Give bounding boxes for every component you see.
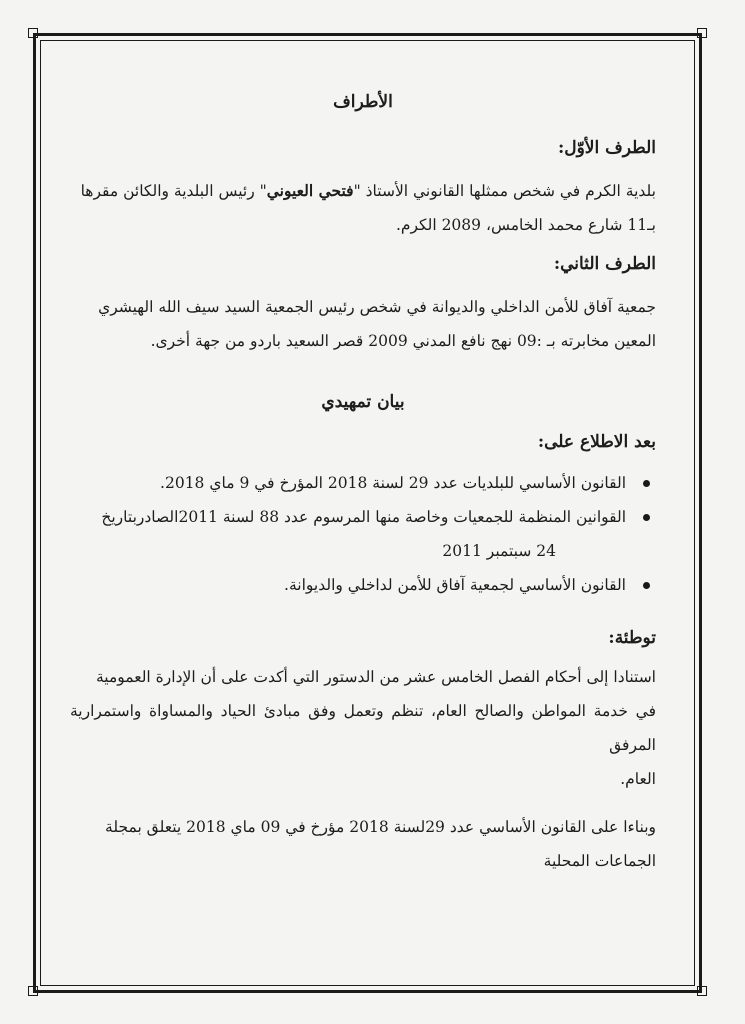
intro-para-2-line-1: وبناءا على القانون الأساسي عدد 29لسنة 2018 مؤرخ في 09 ماي 2018 يتعلق بمجلة [105, 818, 656, 836]
intro-para-1-line-1: استنادا إلى أحكام الفصل الخامس عشر من الدستور التي أكدت على أن الإدارة العمومية [95, 668, 656, 686]
intro-para-1-line-3: العام. [620, 770, 656, 788]
preamble-title: بيان تمهيدي [321, 392, 405, 412]
first-party-text [70, 174, 656, 242]
corner-ornament-bottom-right [697, 986, 707, 996]
first-party-line-2: بـ11 شارع محمد الخامس، 2089 الكرم. [395, 216, 656, 234]
intro-para-1-line-2: في خدمة المواطن والصالح العام، تنظم وتعمل وفق مبادئ الحياد والمساواة واستمرارية المرفق [70, 702, 656, 754]
review-item-2: القوانين المنظمة للجمعيات وخاصة منها المرسوم عدد 88 لسنة 2011الصادربتاريخ [70, 500, 626, 534]
review-item-3: القانون الأساسي لجمعية آفاق للأمن لداخلي والديوانة. [70, 568, 626, 602]
second-party-line-1: جمعية آفاق للأمن الداخلي والديوانة في شخص رئيس الجمعية السيد سيف الله الهيشري [98, 298, 656, 316]
corner-ornament-top-right [697, 28, 707, 38]
review-list [70, 466, 656, 602]
mayor-name: فتحي العيوني [266, 181, 354, 200]
review-item-1: القانون الأساسي للبلديات عدد 29 لسنة 2018 المؤرخ في 9 ماي 2018. [70, 466, 626, 500]
parties-title: الأطراف [333, 92, 393, 112]
first-party-heading: الطرف الأوّل: [557, 138, 656, 158]
first-party-line-1-pre: بلدية الكرم في شخص ممثلها القانوني الأستاذ " [353, 182, 656, 200]
corner-ornament-bottom-left [28, 986, 38, 996]
second-party-heading: الطرف الثاني: [553, 254, 656, 274]
first-party-line-1-post: " رئيس البلدية والكائن مقرها [80, 182, 267, 200]
review-item-2-continuation: 24 سبتمبر 2011 [442, 542, 556, 560]
introduction-text [70, 660, 656, 878]
introduction-heading: توطئة: [608, 628, 656, 648]
second-party-line-2: المعين مخابرته بـ :09 نهج نافع المدني 2009 قصر السعيد باردو من جهة أخرى. [150, 332, 656, 350]
second-party-text [70, 290, 656, 358]
corner-ornament-top-left [28, 28, 38, 38]
after-review-heading: بعد الاطلاع على: [537, 432, 656, 452]
document-body [70, 88, 656, 878]
intro-para-2-line-2: الجماعات المحلية [543, 852, 656, 870]
first-party-line-1 [70, 174, 656, 208]
